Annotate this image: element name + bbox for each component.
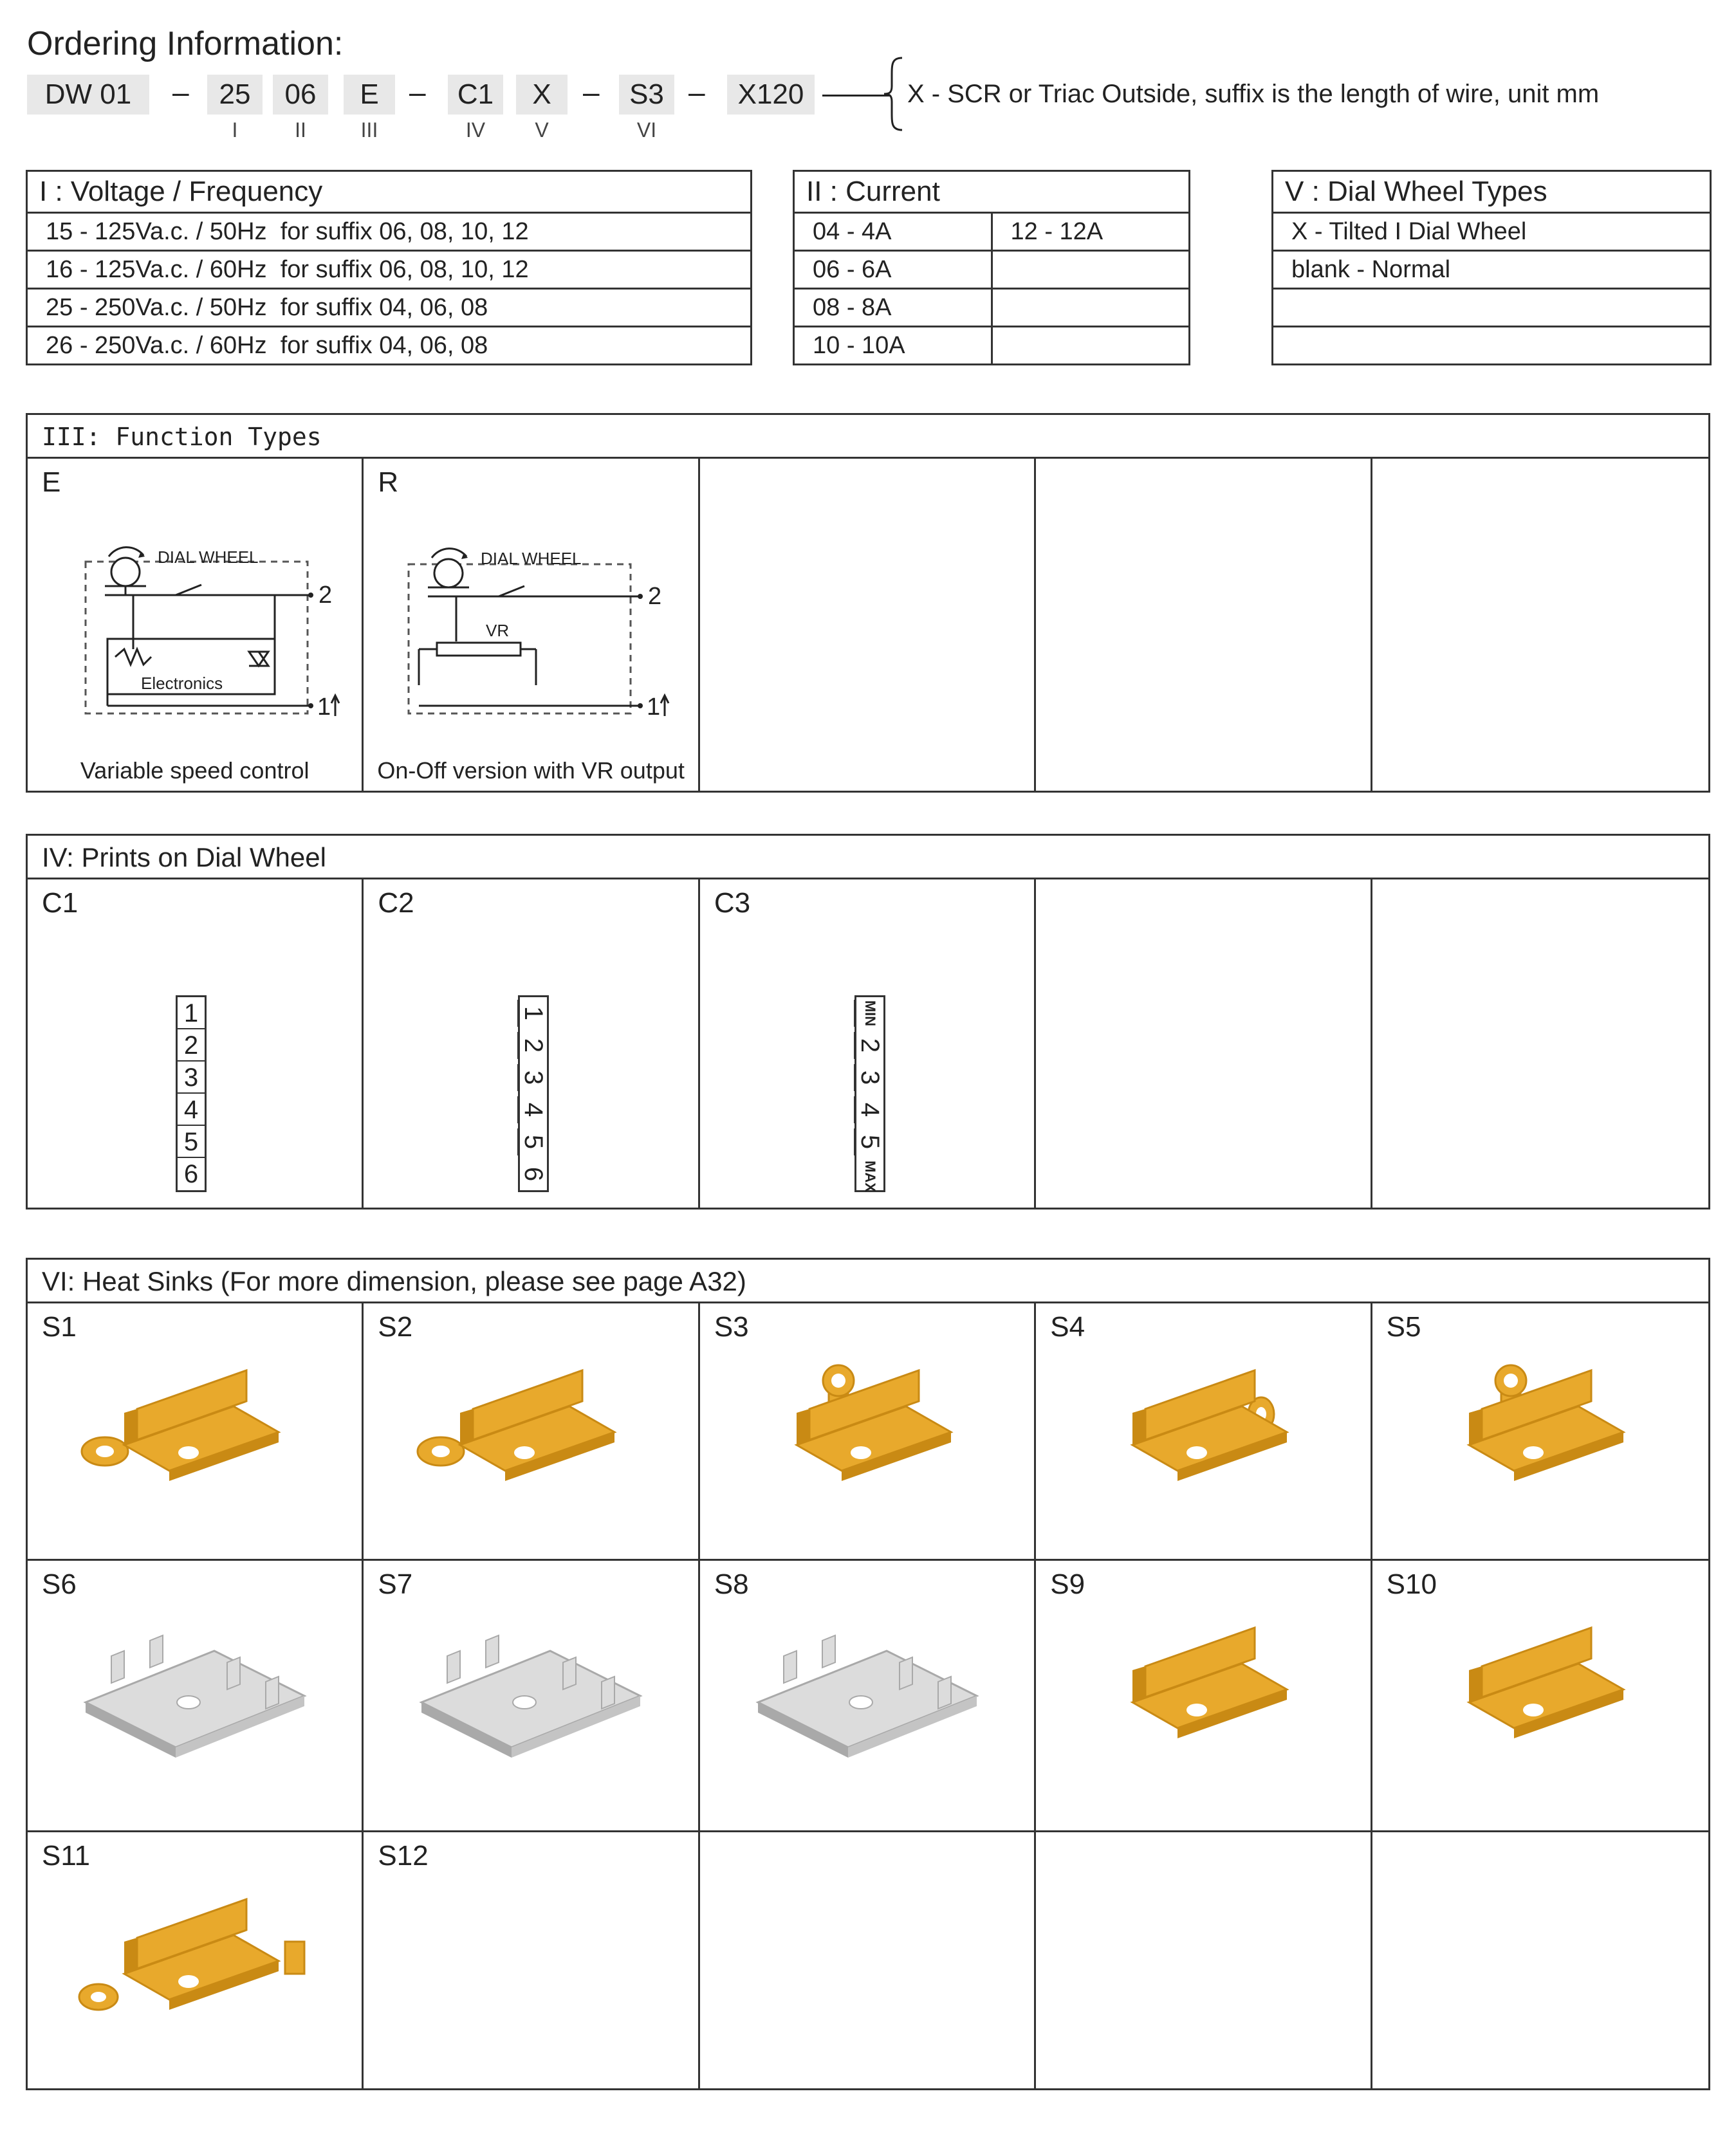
heatsink-code: S2 bbox=[378, 1311, 413, 1343]
heatsink-illustration bbox=[1068, 1612, 1325, 1763]
heatsinks-header: VI: Heat Sinks (For more dimension, please see page A32) bbox=[28, 1260, 1708, 1303]
roman-1: I bbox=[232, 118, 238, 142]
heatsink-code: S10 bbox=[1386, 1568, 1437, 1600]
voltage-table bbox=[26, 170, 752, 365]
svg-text:2: 2 bbox=[319, 582, 333, 609]
heatsink-cell-s8 bbox=[700, 1561, 1036, 1830]
dial-digit: 5 bbox=[517, 1128, 549, 1155]
heatsink-illustration bbox=[396, 1612, 666, 1770]
heatsink-code: S3 bbox=[714, 1311, 749, 1343]
dial-digit: 6 bbox=[183, 1160, 199, 1188]
prints-header: IV: Prints on Dial Wheel bbox=[28, 836, 1708, 879]
dash: – bbox=[172, 75, 189, 109]
dial-wheel-label: DIAL WHEEL bbox=[158, 547, 259, 567]
function-types-panel bbox=[26, 413, 1710, 793]
dial-digit: 4 bbox=[178, 1094, 205, 1126]
roman-2: II bbox=[295, 118, 306, 142]
heatsink-cell-s3 bbox=[700, 1303, 1036, 1559]
print-code: C3 bbox=[714, 887, 751, 919]
schematic-electronics bbox=[53, 523, 362, 729]
current-table bbox=[793, 170, 1190, 365]
dial-wheel-label: DIAL WHEEL bbox=[481, 549, 582, 568]
heatsink-cell-s1 bbox=[28, 1303, 364, 1559]
heatsink-illustration bbox=[396, 1355, 653, 1506]
heatsink-illustration bbox=[732, 1612, 1002, 1770]
svg-text:1: 1 bbox=[317, 694, 331, 721]
heatsink-cell-s5 bbox=[1372, 1303, 1708, 1559]
dial-type-row: blank - Normal bbox=[1273, 251, 1711, 289]
code-voltage: 25 bbox=[207, 75, 263, 115]
digit-strip bbox=[518, 995, 549, 1192]
svg-text:Electronics: Electronics bbox=[141, 674, 223, 693]
dial-digit: 1 bbox=[178, 997, 205, 1029]
current-header: II : Current bbox=[794, 171, 1190, 213]
dial-type-header: V : Dial Wheel Types bbox=[1273, 171, 1711, 213]
heatsink-cell-s10 bbox=[1372, 1561, 1708, 1830]
dash: – bbox=[583, 75, 600, 109]
heatsink-cell-s11 bbox=[28, 1832, 364, 2088]
voltage-header: I : Voltage / Frequency bbox=[27, 171, 752, 213]
code-current: 06 bbox=[273, 75, 328, 115]
dial-digit: 4 bbox=[517, 1096, 549, 1123]
voltage-row: 25 - 250Va.c. / 50Hz for suffix 04, 06, 08 bbox=[27, 289, 752, 327]
heatsink-cell-s4 bbox=[1036, 1303, 1372, 1559]
code-function: E bbox=[344, 75, 395, 115]
function-cell-empty bbox=[1372, 459, 1708, 791]
function-code: E bbox=[42, 466, 61, 498]
svg-text:VR: VR bbox=[486, 621, 510, 640]
print-cell-c2 bbox=[364, 879, 699, 1208]
dial-digit: 3 bbox=[517, 1064, 549, 1091]
svg-text:2: 2 bbox=[648, 583, 662, 610]
heatsink-cell-s2 bbox=[364, 1303, 699, 1559]
function-code: R bbox=[378, 466, 399, 498]
heatsink-code: S9 bbox=[1050, 1568, 1085, 1600]
code-wire: X120 bbox=[727, 75, 815, 115]
dial-type-row bbox=[1273, 327, 1711, 365]
heatsink-cell-s6 bbox=[28, 1561, 364, 1830]
code-dial-type: X bbox=[516, 75, 568, 115]
page-title: Ordering Information: bbox=[27, 25, 344, 62]
heatsink-code: S11 bbox=[42, 1840, 91, 1872]
heatsink-illustration bbox=[1405, 1612, 1662, 1763]
print-cell-c3 bbox=[700, 879, 1036, 1208]
function-cell-r bbox=[364, 459, 699, 791]
heatsink-code: S1 bbox=[42, 1311, 77, 1343]
current-cell: 06 - 6A bbox=[794, 251, 992, 289]
heatsink-row bbox=[28, 1303, 1708, 1561]
heatsink-illustration bbox=[60, 1884, 317, 2035]
dial-digit: 3 bbox=[178, 1062, 205, 1094]
heatsink-code: S12 bbox=[378, 1840, 429, 1872]
digit-strip bbox=[176, 995, 207, 1192]
suffix-note: X - SCR or Triac Outside, suffix is the length of wire, unit mm bbox=[907, 80, 1600, 108]
roman-4: IV bbox=[465, 118, 486, 142]
function-caption: On-Off version with VR output bbox=[377, 757, 685, 784]
curly-brace bbox=[883, 57, 906, 131]
heatsink-code: S4 bbox=[1050, 1311, 1085, 1343]
function-caption: Variable speed control bbox=[80, 757, 309, 784]
print-code: C1 bbox=[42, 887, 78, 919]
dial-digit: 4 bbox=[854, 1096, 886, 1123]
dial-digit: 5 bbox=[178, 1126, 205, 1158]
digit-strip bbox=[854, 995, 885, 1192]
roman-5: V bbox=[535, 118, 549, 142]
current-cell bbox=[992, 289, 1190, 327]
current-cell bbox=[992, 327, 1190, 365]
current-cell bbox=[992, 251, 1190, 289]
print-cell-empty bbox=[1372, 879, 1708, 1208]
dial-digit: MAX bbox=[862, 1161, 878, 1192]
heatsink-code: S7 bbox=[378, 1568, 413, 1600]
dial-type-row bbox=[1273, 289, 1711, 327]
heatsink-illustration bbox=[60, 1355, 317, 1506]
dial-type-row: X - Tilted I Dial Wheel bbox=[1273, 213, 1711, 251]
dial-digit: 2 bbox=[178, 1029, 205, 1062]
function-cell-empty bbox=[700, 459, 1036, 791]
dial-digit: MIN bbox=[854, 1000, 886, 1027]
connector-line bbox=[822, 95, 890, 97]
function-cell-e bbox=[28, 459, 364, 791]
dash: – bbox=[688, 75, 705, 109]
heatsink-cell-empty bbox=[1036, 1832, 1372, 2088]
current-cell: 10 - 10A bbox=[794, 327, 992, 365]
code-print: C1 bbox=[448, 75, 503, 115]
print-cell-empty bbox=[1036, 879, 1372, 1208]
code-heatsink: S3 bbox=[619, 75, 674, 115]
heatsink-cell-empty bbox=[700, 1832, 1036, 2088]
function-types-header: III: Function Types bbox=[28, 415, 1708, 459]
function-cell-empty bbox=[1036, 459, 1372, 791]
schematic-vr bbox=[383, 523, 692, 729]
heatsink-cell-s7 bbox=[364, 1561, 699, 1830]
heatsink-code: S6 bbox=[42, 1568, 77, 1600]
heatsink-cell-s9 bbox=[1036, 1561, 1372, 1830]
roman-6: VI bbox=[636, 118, 657, 142]
heatsink-illustration bbox=[1068, 1355, 1325, 1506]
dash: – bbox=[409, 75, 426, 109]
current-cell: 08 - 8A bbox=[794, 289, 992, 327]
heatsink-row bbox=[28, 1561, 1708, 1832]
heatsink-cell-s12 bbox=[364, 1832, 699, 2088]
heatsink-illustration bbox=[1405, 1355, 1662, 1506]
print-cell-c1 bbox=[28, 879, 364, 1208]
svg-text:1: 1 bbox=[647, 694, 661, 721]
voltage-row: 15 - 125Va.c. / 50Hz for suffix 06, 08, 10, 12 bbox=[27, 213, 752, 251]
heatsink-row bbox=[28, 1832, 1708, 2088]
dial-digit: 2 bbox=[517, 1032, 549, 1059]
dial-digit: 6 bbox=[519, 1166, 548, 1182]
heatsink-illustration bbox=[732, 1355, 990, 1506]
code-series: DW 01 bbox=[27, 75, 149, 115]
dial-digit: 1 bbox=[517, 1000, 549, 1027]
voltage-row: 16 - 125Va.c. / 60Hz for suffix 06, 08, 10, 12 bbox=[27, 251, 752, 289]
heatsinks-panel bbox=[26, 1258, 1710, 2090]
voltage-row: 26 - 250Va.c. / 60Hz for suffix 04, 06, 08 bbox=[27, 327, 752, 365]
roman-3: III bbox=[360, 118, 378, 142]
dial-type-table bbox=[1271, 170, 1712, 365]
dial-digit: 3 bbox=[854, 1064, 886, 1091]
heatsink-cell-empty bbox=[1372, 1832, 1708, 2088]
prints-panel bbox=[26, 834, 1710, 1210]
dial-digit: 5 bbox=[854, 1128, 886, 1155]
current-cell: 12 - 12A bbox=[992, 213, 1190, 251]
heatsink-code: S8 bbox=[714, 1568, 749, 1600]
current-cell: 04 - 4A bbox=[794, 213, 992, 251]
print-code: C2 bbox=[378, 887, 414, 919]
heatsink-illustration bbox=[60, 1612, 330, 1770]
dial-digit: 2 bbox=[854, 1032, 886, 1059]
heatsink-code: S5 bbox=[1386, 1311, 1421, 1343]
